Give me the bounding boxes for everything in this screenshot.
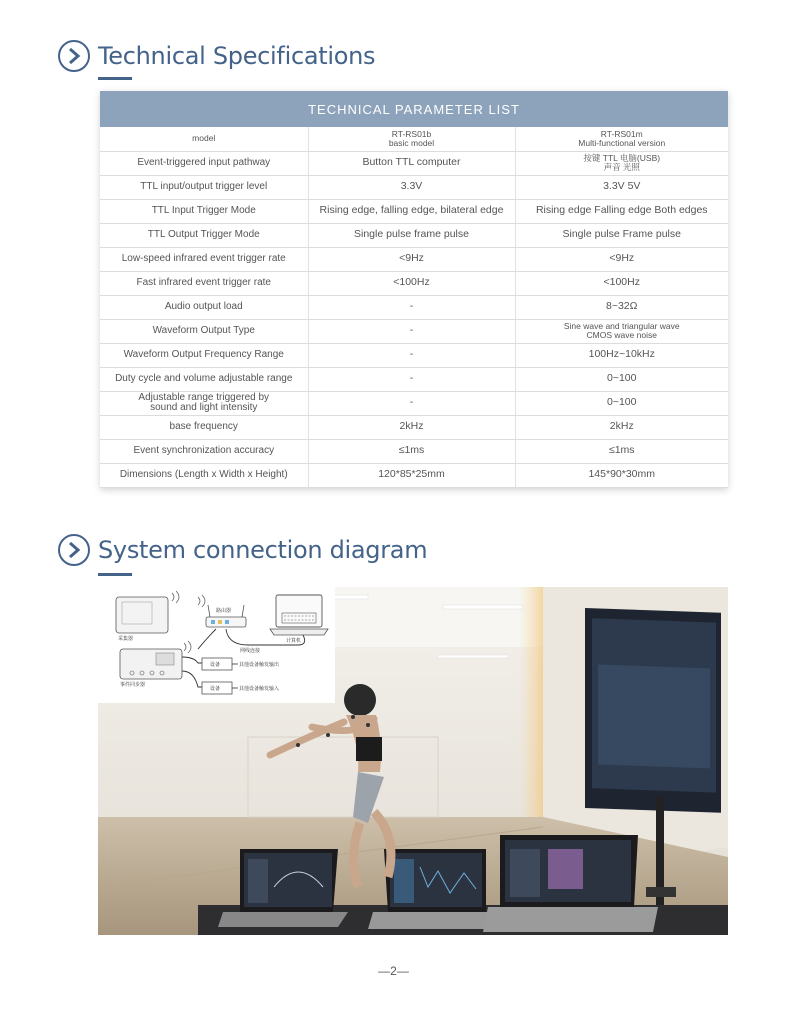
- multi-model-cell: 145*90*30mm: [515, 463, 728, 487]
- trigger-in-label: 其他设备触发输入: [239, 686, 280, 692]
- table-row: [100, 223, 728, 247]
- spec-section-header: [58, 40, 375, 72]
- parameter-name-cell: Event synchronization accuracy: [100, 439, 308, 463]
- basic-model-cell: -: [308, 343, 515, 367]
- sync-box-label: 事件同步器: [120, 682, 146, 688]
- device-b-label: 设备: [210, 686, 221, 692]
- table-row: [100, 415, 728, 439]
- basic-model-cell: -: [308, 367, 515, 391]
- laptop-right: [483, 835, 658, 932]
- parameter-name-cell: Adjustable range triggered by sound and light intensity: [100, 391, 308, 415]
- lab-photo: [98, 587, 728, 935]
- parameter-grid: [100, 127, 728, 488]
- multi-model-cell: Sine wave and triangular wave CMOS wave noise: [515, 319, 728, 343]
- table-row: [100, 151, 728, 175]
- table-row: [100, 319, 728, 343]
- multi-model-cell: ≤1ms: [515, 439, 728, 463]
- table-row: [100, 463, 728, 487]
- multi-model-cell: 0~100: [515, 391, 728, 415]
- basic-model-cell: 2kHz: [308, 415, 515, 439]
- basic-model-cell: <100Hz: [308, 271, 515, 295]
- parameter-name-cell: Fast infrared event trigger rate: [100, 271, 308, 295]
- parameter-name-cell: Dimensions (Length x Width x Height): [100, 463, 308, 487]
- parameter-name-cell: Event-triggered input pathway: [100, 151, 308, 175]
- parameter-name-cell: Duty cycle and volume adjustable range: [100, 367, 308, 391]
- router-label: 路由器: [216, 608, 232, 614]
- multi-model-cell: 2kHz: [515, 415, 728, 439]
- parameter-name-cell: TTL input/output trigger level: [100, 175, 308, 199]
- spec-title-underline: [98, 77, 132, 80]
- diagram-title-underline: [98, 573, 132, 576]
- computer-label: 计算机: [286, 638, 302, 644]
- basic-model-cell: Rising edge, falling edge, bilateral edge: [308, 199, 515, 223]
- parameter-table: [100, 91, 728, 488]
- parameter-name-cell: Waveform Output Type: [100, 319, 308, 343]
- basic-model-cell: ≤1ms: [308, 439, 515, 463]
- basic-model-cell: -: [308, 295, 515, 319]
- table-row: [100, 247, 728, 271]
- collector-label: 采集器: [118, 636, 134, 642]
- basic-model-cell: <9Hz: [308, 247, 515, 271]
- chevron-right-icon: [58, 534, 90, 566]
- multi-model-cell: Single pulse Frame pulse: [515, 223, 728, 247]
- multi-model-cell: 3.3V 5V: [515, 175, 728, 199]
- diagram-section-header: [58, 534, 427, 566]
- multi-model-cell: RT-RS01m Multi-functional version: [515, 127, 728, 151]
- table-row: [100, 295, 728, 319]
- multi-model-cell: <9Hz: [515, 247, 728, 271]
- page-number: —2—: [378, 964, 409, 978]
- parameter-name-cell: base frequency: [100, 415, 308, 439]
- table-row: [100, 343, 728, 367]
- multi-model-cell: 0~100: [515, 367, 728, 391]
- parameter-name-cell: TTL Input Trigger Mode: [100, 199, 308, 223]
- table-row: [100, 175, 728, 199]
- table-row: [100, 271, 728, 295]
- device-a-label: 设备: [210, 662, 221, 668]
- parameter-name-cell: Audio output load: [100, 295, 308, 319]
- basic-model-cell: Single pulse frame pulse: [308, 223, 515, 247]
- table-row: [100, 439, 728, 463]
- multi-model-cell: 按键 TTL 电脑(USB) 声音 光照: [515, 151, 728, 175]
- parameter-name-cell: Low-speed infrared event trigger rate: [100, 247, 308, 271]
- connection-diagram-inset: [98, 587, 335, 703]
- parameter-name-cell: TTL Output Trigger Mode: [100, 223, 308, 247]
- parameter-name-cell: model: [100, 127, 308, 151]
- multi-model-cell: Rising edge Falling edge Both edges: [515, 199, 728, 223]
- multi-model-cell: 100Hz~10kHz: [515, 343, 728, 367]
- basic-model-cell: Button TTL computer: [308, 151, 515, 175]
- network-label: 网线连接: [240, 648, 261, 654]
- basic-model-cell: 120*85*25mm: [308, 463, 515, 487]
- computer-icon: [270, 595, 328, 635]
- table-row: [100, 391, 728, 415]
- trigger-out-label: 其他设备触发输出: [239, 662, 280, 668]
- table-row: [100, 199, 728, 223]
- multi-model-cell: <100Hz: [515, 271, 728, 295]
- parameter-name-cell: Waveform Output Frequency Range: [100, 343, 308, 367]
- basic-model-cell: RT-RS01b basic model: [308, 127, 515, 151]
- table-row: [100, 367, 728, 391]
- basic-model-cell: 3.3V: [308, 175, 515, 199]
- multi-model-cell: 8~32Ω: [515, 295, 728, 319]
- spec-section-title: Technical Specifications: [98, 42, 376, 70]
- chevron-right-icon: [58, 40, 90, 72]
- sync-box-icon: [120, 641, 191, 679]
- table-row: [100, 127, 728, 151]
- basic-model-cell: -: [308, 319, 515, 343]
- collector-icon: [116, 591, 179, 633]
- table-header: TECHNICAL PARAMETER LIST: [100, 91, 728, 127]
- diagram-section-title: System connection diagram: [98, 536, 428, 564]
- basic-model-cell: -: [308, 391, 515, 415]
